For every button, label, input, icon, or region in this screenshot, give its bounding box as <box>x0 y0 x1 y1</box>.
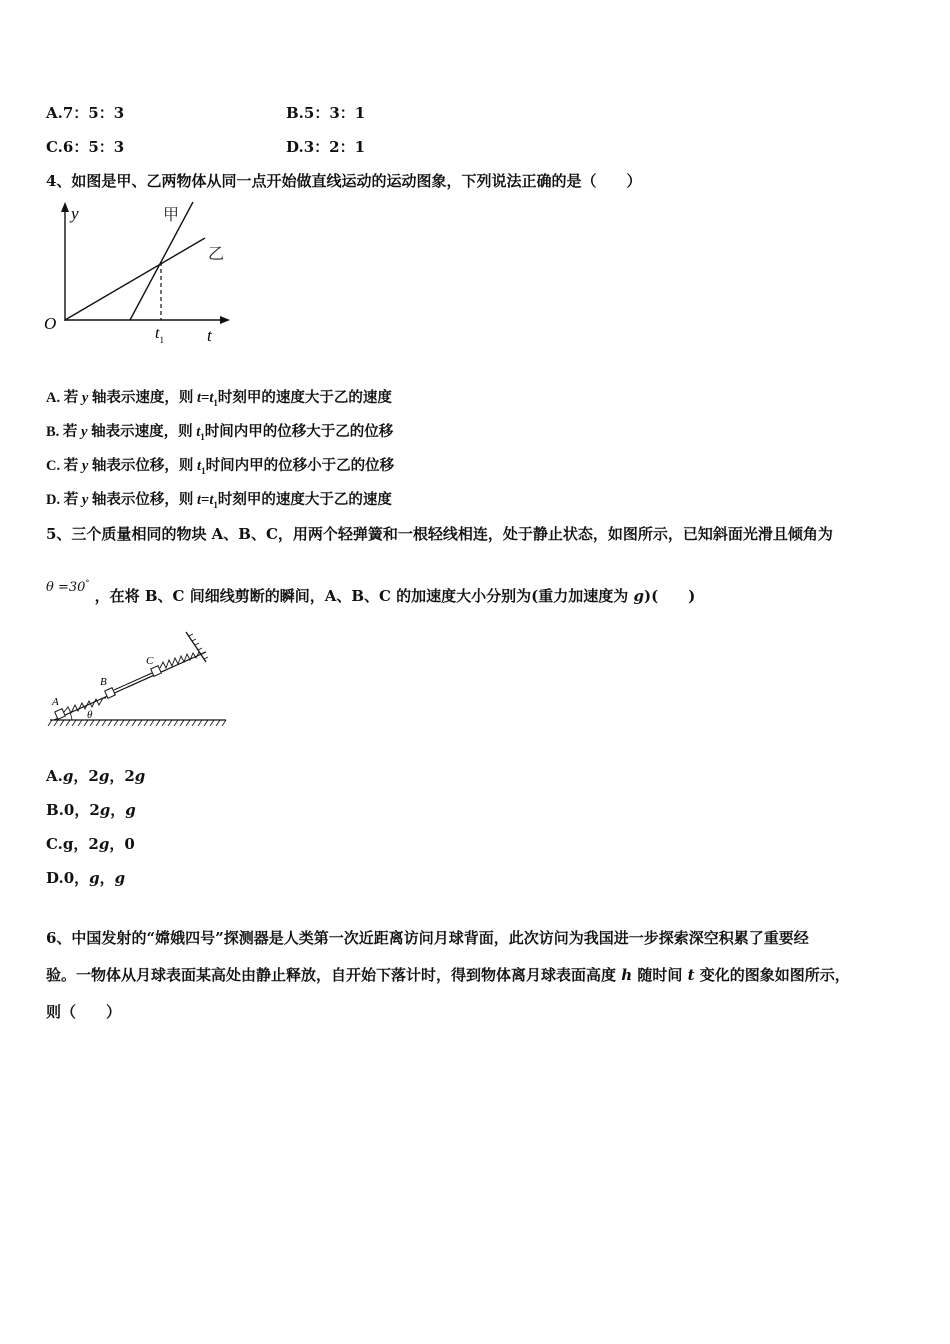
y-axis-label: y <box>71 204 79 223</box>
q4-option-a: A. 若 y 轴表示速度，则 $t=t_1$时刻甲的速度大于乙的速度 <box>46 390 392 408</box>
q4-motion-graph <box>40 196 240 351</box>
q5-option-c: C.g，2g，0 <box>46 835 135 853</box>
label-a: A <box>52 696 59 708</box>
theta-expression: θ =30° <box>46 578 90 595</box>
q5-stem-line2: θ =30° ，在将 B、C 间细线剪断的瞬间，A、B、C 的加速度大小分别为(重力加速度为 g)( ) <box>46 578 696 605</box>
label-b: B <box>100 676 107 688</box>
q5-option-d: D.0，g，g <box>46 869 126 887</box>
spring-c-wall <box>160 652 201 668</box>
series-yi-label: 乙 <box>208 246 225 263</box>
q5-option-a: A.g，2g，2g <box>46 767 146 785</box>
label-theta: θ <box>87 709 93 721</box>
q4-option-d: D. 若 y 轴表示位移，则 $t=t_1$时刻甲的速度大于乙的速度 <box>46 492 392 510</box>
thread-bc <box>114 673 152 690</box>
q4-option-b: B. 若 y 轴表示速度，则 $t_1$时间内甲的位移大于乙的位移 <box>46 424 394 442</box>
q3-options-row1 <box>46 102 366 123</box>
series-jia-line <box>130 202 193 320</box>
x-axis-label: t <box>207 326 212 345</box>
series-yi-line <box>65 238 205 320</box>
q3-options-row2 <box>46 136 366 157</box>
q6-stem-line2: 验。一物体从月球表面某高处由静止释放，自开始下落计时，得到物体离月球表面高度 h 随时间 t 变化的图象如图所示， <box>46 966 850 984</box>
block-a <box>55 709 66 720</box>
q4-option-c: C. 若 y 轴表示位移，则 $t_1$时间内甲的位移小于乙的位移 <box>46 458 395 476</box>
series-jia-label: 甲 <box>163 207 180 224</box>
q5-option-b: B.0，2g，g <box>46 801 136 819</box>
q3-option-c: C.6：5：3 <box>46 138 125 156</box>
block-c <box>151 666 162 677</box>
q4-stem: 4、如图是甲、乙两物体从同一点开始做直线运动的运动图象，下列说法正确的是（ ） <box>46 172 642 190</box>
q3-option-a: A.7：5：3 <box>46 104 125 122</box>
q6-stem-line3: 则（ ） <box>46 1003 122 1021</box>
label-c: C <box>146 655 154 667</box>
q5-incline-diagram <box>46 626 231 731</box>
q3-option-b: B.5：3：1 <box>286 104 366 122</box>
q3-option-d: D.3：2：1 <box>286 138 366 156</box>
q6-stem-line1: 6、中国发射的“嫦娥四号”探测器是人类第一次近距离访问月球背面，此次访问为我国进一步探索深空积累了重要经 <box>46 929 809 947</box>
t1-label: $t_1$ <box>155 325 164 345</box>
q5-stem-line1: 5、三个质量相同的物块 A、B、C，用两个轻弹簧和一根轻线相连，处于静止状态，如图所示，已知斜面光滑且倾角为 <box>46 525 833 543</box>
origin-label: O <box>44 314 57 333</box>
